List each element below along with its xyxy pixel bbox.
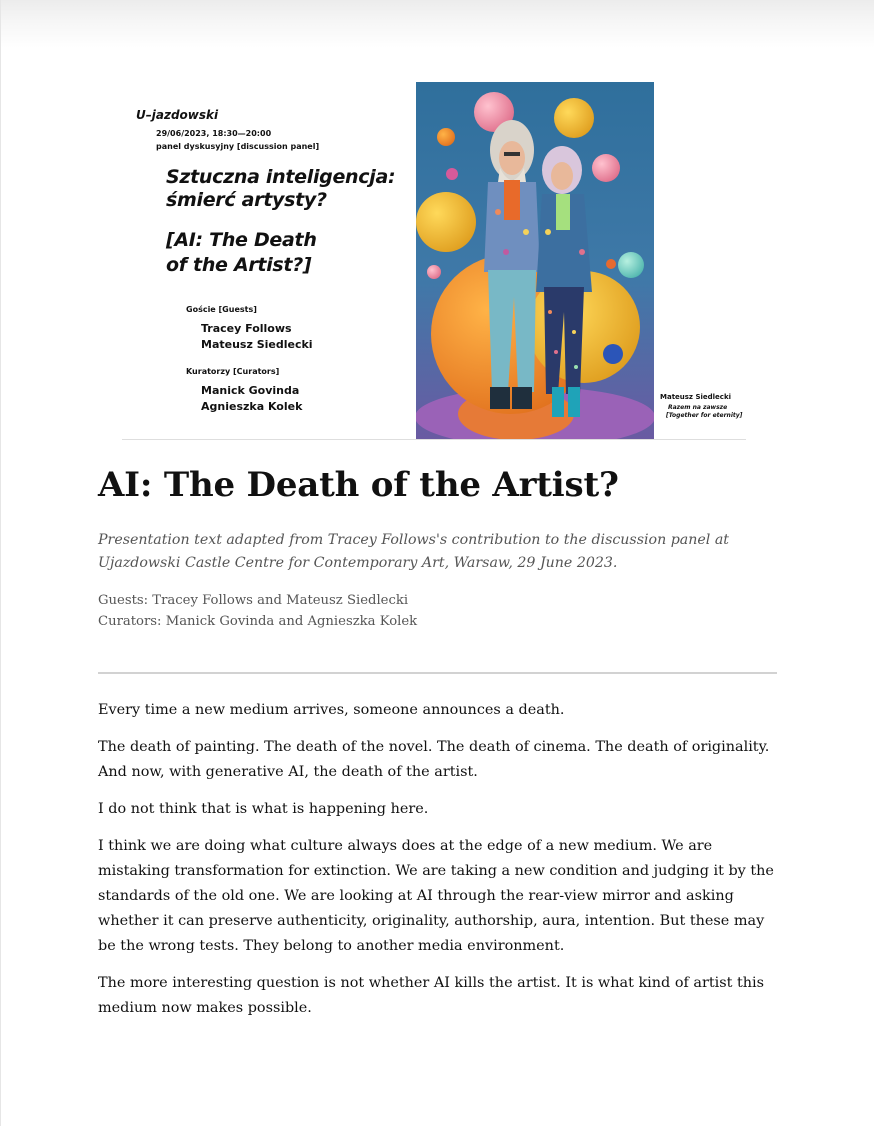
- event-banner: [122, 82, 790, 440]
- guests-label: Goście [Guests]: [186, 305, 257, 314]
- venue-logo: U–jazdowski: [136, 108, 219, 122]
- curators-label: Kuratorzy [Curators]: [186, 367, 280, 376]
- paragraph: The more interesting question is not whether AI kills the artist. It is what kind of artist this medium now makes possible.: [98, 975, 765, 1016]
- guests-line: Guests: Tracey Follows and Mateusz Siedlecki: [98, 593, 409, 608]
- guest-name: Mateusz Siedlecki: [201, 338, 313, 351]
- banner-divider: [122, 439, 746, 440]
- caption-title: Razem na zawsze: [668, 404, 728, 411]
- event-datetime: 29/06/2023, 18:30—20:00: [156, 129, 272, 138]
- article-intro: Presentation text adapted from Tracey Follows's contribution to the discussion panel at Ujazdowski Castle Centre for Contemporary Art, Warsaw, 29 June 2023.: [98, 532, 729, 571]
- poster-title-english: [166, 228, 366, 278]
- guest-name: Tracey Follows: [201, 322, 292, 335]
- top-shadow: [0, 0, 874, 48]
- poster-title-polish-line2: śmierć artysty?: [166, 189, 327, 211]
- poster-title-english-line1: [AI: The Death: [166, 229, 317, 251]
- caption-artist: Mateusz Siedlecki: [660, 393, 731, 401]
- event-type: panel dyskusyjny [discussion panel]: [156, 142, 320, 151]
- article-title: AI: The Death of the Artist?: [98, 465, 619, 505]
- poster-title-polish: [166, 166, 416, 212]
- section-divider: [98, 672, 777, 674]
- curators-line: Curators: Manick Govinda and Agnieszka Kolek: [98, 614, 418, 629]
- paragraph: The death of painting. The death of the novel. The death of cinema. The death of originality. And now, with generative AI, the death of the artist.: [98, 739, 770, 780]
- artwork-image: [416, 82, 654, 440]
- artwork-caption: [660, 393, 742, 419]
- curator-name: Agnieszka Kolek: [201, 400, 303, 413]
- poster-title-english-line2: of the Artist?]: [166, 254, 312, 276]
- paragraph: I think we are doing what culture always does at the edge of a new medium. We are mistaking transformation for extinction. We are taking a new condition and judging it by the standards of the old one. We are looking at AI through the rear-view mirror and asking whether it can preserve authenticity, originality, authorship, aura, intention. But these may be the wrong tests. They belong to another media environment.: [98, 838, 774, 954]
- curator-name: Manick Govinda: [201, 384, 300, 397]
- caption-title-english: [Together for eternity]: [666, 412, 743, 419]
- article-body: [98, 698, 780, 1033]
- event-poster: [122, 82, 412, 440]
- paragraph: I do not think that is what is happening here.: [98, 801, 429, 817]
- paragraph: Every time a new medium arrives, someone announces a death.: [98, 702, 565, 718]
- article-credits: [98, 590, 417, 632]
- poster-title-polish-line1: Sztuczna inteligencja:: [166, 166, 396, 188]
- page-edge: [0, 0, 1, 1126]
